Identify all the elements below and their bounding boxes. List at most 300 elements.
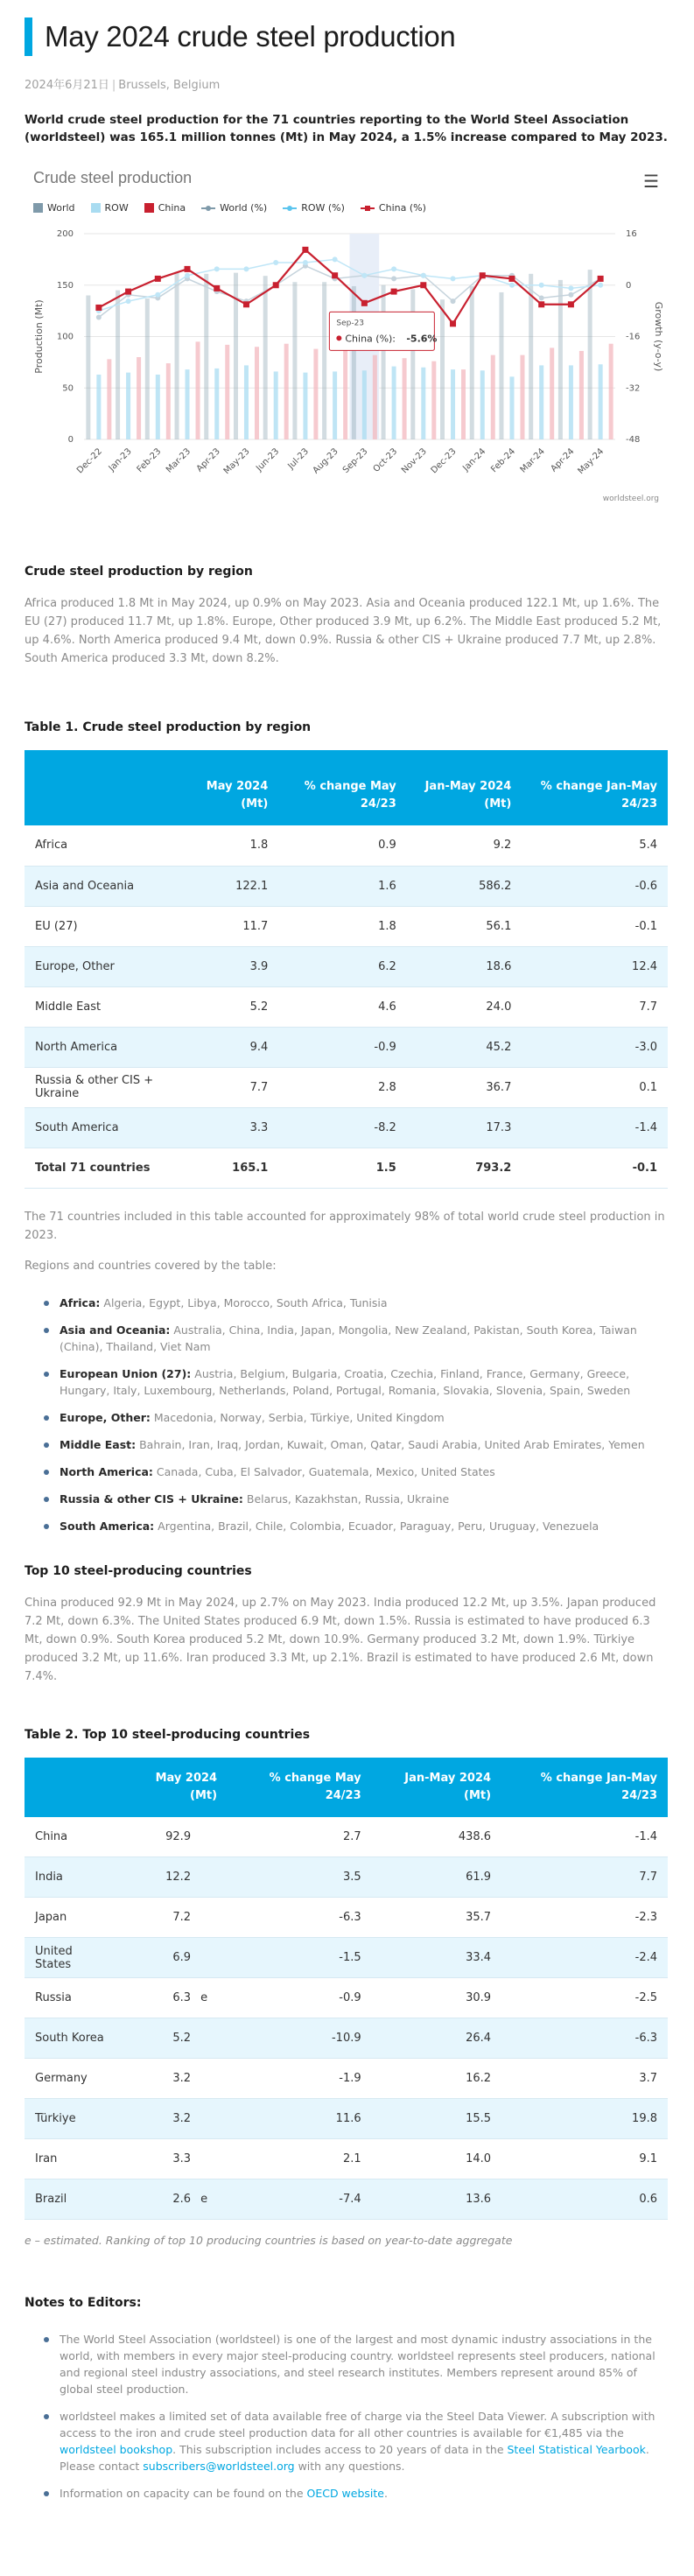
value-cell: 36.7 xyxy=(407,1067,522,1107)
value-cell: -0.9 xyxy=(278,1027,407,1067)
region-countries: Australia, China, India, Japan, Mongolia, New Zealand, Pakistan, South Korea, Taiwan (China), Thailand, Viet Nam xyxy=(60,1323,637,1353)
value-cell xyxy=(120,1938,228,1978)
legend-item[interactable] xyxy=(91,202,129,214)
bar-china[interactable] xyxy=(255,347,259,439)
region-label: North America: xyxy=(60,1464,153,1478)
china-pct-point[interactable] xyxy=(538,301,544,307)
bar-row[interactable] xyxy=(599,364,603,439)
top10-section-heading: Top 10 steel-producing countries xyxy=(25,1563,252,1578)
bar-china[interactable] xyxy=(609,344,613,439)
value-cell: -2.5 xyxy=(501,1978,668,2018)
china-pct-point[interactable] xyxy=(273,282,279,288)
note-item xyxy=(25,2408,669,2474)
bar-china[interactable] xyxy=(461,369,466,439)
growth-point[interactable] xyxy=(96,314,102,319)
value-cell: 2.8 xyxy=(278,1067,407,1107)
value-text: 3.2 xyxy=(172,2072,192,2085)
subscribers-email-link[interactable]: subscribers@worldsteel.org xyxy=(143,2460,295,2473)
bar-row[interactable] xyxy=(333,371,337,439)
legend-label: China (%) xyxy=(378,202,426,214)
growth-point[interactable] xyxy=(509,283,515,288)
value-cell: 56.1 xyxy=(407,906,522,946)
x-tick-label: Sep-23 xyxy=(340,446,370,476)
bar-row[interactable] xyxy=(392,367,396,439)
bar-china[interactable] xyxy=(491,355,495,439)
table1-heading: Table 1. Crude steel production by region xyxy=(25,720,312,734)
bar-world[interactable] xyxy=(588,270,592,439)
bar-china[interactable] xyxy=(166,363,171,439)
region-production-table xyxy=(25,750,668,1189)
growth-point[interactable] xyxy=(421,273,426,278)
bar-world[interactable] xyxy=(470,286,474,439)
bar-world[interactable] xyxy=(86,296,90,440)
value-cell: 45.2 xyxy=(407,1027,522,1067)
note-text: with any questions. xyxy=(294,2460,405,2473)
value-cell: 7.7 xyxy=(181,1067,278,1107)
value-cell: 2.1 xyxy=(228,2139,372,2179)
value-cell: 793.2 xyxy=(407,1148,522,1188)
value-cell: 165.1 xyxy=(181,1148,278,1188)
bar-row[interactable] xyxy=(480,370,485,439)
coverage-item xyxy=(25,1322,669,1355)
value-cell: 17.3 xyxy=(407,1107,522,1148)
y-right-tick-label: 0 xyxy=(626,280,632,291)
bookshop-link[interactable]: worldsteel bookshop xyxy=(60,2443,173,2456)
yearbook-link[interactable]: Steel Statistical Yearbook xyxy=(507,2443,646,2456)
growth-point[interactable] xyxy=(568,285,573,291)
country-name-cell: Türkiye xyxy=(25,2099,120,2139)
growth-point[interactable] xyxy=(361,273,367,278)
value-cell: -2.3 xyxy=(501,1898,668,1938)
country-name-cell: South Korea xyxy=(25,2018,120,2059)
value-cell: 0.9 xyxy=(278,825,407,866)
bar-world[interactable] xyxy=(382,285,386,439)
notes-section xyxy=(25,2296,669,2502)
chart-tooltip xyxy=(329,312,437,350)
crude-steel-chart xyxy=(25,164,668,514)
china-pct-point[interactable] xyxy=(302,247,308,253)
bar-world[interactable] xyxy=(322,282,326,439)
bar-world[interactable] xyxy=(175,271,179,439)
bar-china[interactable] xyxy=(313,349,318,439)
china-pct-point[interactable] xyxy=(332,272,338,278)
country-name-cell: United States xyxy=(25,1938,120,1978)
note-text: . xyxy=(383,2487,388,2500)
growth-point[interactable] xyxy=(451,276,456,281)
region-name-cell: South America xyxy=(25,1107,181,1148)
growth-point[interactable] xyxy=(391,266,396,271)
china-pct-point[interactable] xyxy=(243,301,249,307)
region-section-heading: Crude steel production by region xyxy=(25,565,253,579)
value-cell: 586.2 xyxy=(407,866,522,906)
growth-point[interactable] xyxy=(243,266,249,271)
region-label: South America: xyxy=(60,1519,155,1533)
growth-point[interactable] xyxy=(333,256,338,262)
value-cell: 3.9 xyxy=(181,946,278,986)
y-left-tick-label: 200 xyxy=(56,229,74,239)
bar-row[interactable] xyxy=(96,375,101,439)
region-label: Middle East: xyxy=(60,1437,137,1451)
value-cell: 5.2 xyxy=(181,986,278,1027)
x-tick-label: Mar-24 xyxy=(518,446,547,475)
coverage-item xyxy=(25,1409,669,1426)
region-name-cell: North America xyxy=(25,1027,181,1067)
coverage-item xyxy=(25,1436,669,1453)
value-cell: 4.6 xyxy=(278,986,407,1027)
bar-row[interactable] xyxy=(509,376,514,439)
growth-point[interactable] xyxy=(126,298,131,304)
bar-china[interactable] xyxy=(520,355,524,439)
column-header: % change Jan-May 24/23 xyxy=(501,1758,668,1817)
y-left-axis-title: Production (Mt) xyxy=(33,299,45,374)
value-cell xyxy=(120,2018,228,2059)
chart-legend xyxy=(33,202,442,214)
bar-world[interactable] xyxy=(499,292,503,439)
bar-row[interactable] xyxy=(421,368,425,439)
value-cell xyxy=(120,1978,228,2018)
x-tick-label: Jun-23 xyxy=(254,446,282,474)
value-cell xyxy=(120,1817,228,1857)
note-text: worldsteel makes a limited set of data available free of charge via the Steel Data Viewer. A subscription with access to the iron and crude steel production data for all other countries is available for €1,485 via the xyxy=(60,2410,655,2439)
top10-countries-table xyxy=(25,1758,668,2221)
legend-item[interactable] xyxy=(33,202,75,214)
value-cell: 0.1 xyxy=(522,1067,668,1107)
tooltip-box xyxy=(329,312,434,350)
coverage-item xyxy=(25,1365,669,1399)
china-pct-point[interactable] xyxy=(568,301,574,307)
column-header: % change May 24/23 xyxy=(228,1758,372,1817)
table-row xyxy=(25,1857,668,1898)
value-cell: 19.8 xyxy=(501,2099,668,2139)
value-cell xyxy=(120,1857,228,1898)
legend-line-marker xyxy=(361,204,375,213)
value-text: 2.6 xyxy=(172,2193,192,2206)
value-cell: 2.7 xyxy=(228,1817,372,1857)
region-countries: Belarus, Kazakhstan, Russia, Ukraine xyxy=(246,1492,450,1506)
table-row xyxy=(25,906,668,946)
value-cell: -0.6 xyxy=(522,866,668,906)
coverage-item xyxy=(25,1463,669,1480)
value-cell: 3.5 xyxy=(228,1857,372,1898)
country-name-cell: China xyxy=(25,1817,120,1857)
value-cell: 1.5 xyxy=(278,1148,407,1188)
dateline-separator: | xyxy=(111,79,116,92)
growth-point[interactable] xyxy=(568,292,573,298)
growth-point[interactable] xyxy=(598,283,603,288)
value-cell: 7.7 xyxy=(522,986,668,1027)
bar-row[interactable] xyxy=(156,375,160,439)
bar-china[interactable] xyxy=(137,357,141,439)
legend-label: ROW xyxy=(104,202,129,214)
china-pct-point[interactable] xyxy=(155,276,161,282)
column-header: % change Jan-May 24/23 xyxy=(522,750,668,825)
lead-paragraph: World crude steel production for the 71 countries reporting to the World Steel Association (worldsteel) was 165.1 million tonnes (Mt) in May 2024, a 1.5% increase compared to May 2023. xyxy=(25,113,668,144)
coverage-item xyxy=(25,1491,669,1507)
bar-row[interactable] xyxy=(539,365,543,439)
bar-row[interactable] xyxy=(303,373,307,439)
publish-date: 2024年6月21日 xyxy=(25,79,109,92)
region-label: European Union (27): xyxy=(60,1366,192,1380)
column-header: Jan-May 2024 (Mt) xyxy=(407,750,522,825)
bar-world[interactable] xyxy=(440,299,445,439)
value-cell: 1.8 xyxy=(278,906,407,946)
coverage-list xyxy=(25,1295,669,1534)
x-tick-label: Oct-23 xyxy=(371,446,400,474)
value-text: 3.3 xyxy=(172,2152,192,2165)
table-row xyxy=(25,2059,668,2099)
region-countries: Canada, Cuba, El Salvador, Guatemala, Mexico, United States xyxy=(156,1464,495,1478)
legend-label: China xyxy=(158,202,186,214)
note-item xyxy=(25,2485,669,2502)
column-header: Jan-May 2024 (Mt) xyxy=(372,1758,501,1817)
x-tick-label: Dec-23 xyxy=(429,446,459,476)
chart-title: Crude steel production xyxy=(33,169,193,186)
bar-row[interactable] xyxy=(186,369,190,439)
bar-world[interactable] xyxy=(204,274,208,439)
value-cell: 122.1 xyxy=(181,866,278,906)
estimate-flag: e xyxy=(200,2193,208,2206)
country-name-cell: India xyxy=(25,1857,120,1898)
chart-svg xyxy=(25,164,668,514)
value-cell: 5.4 xyxy=(522,825,668,866)
china-pct-point[interactable] xyxy=(214,285,220,291)
growth-point[interactable] xyxy=(185,273,190,278)
note-text: . Please contact xyxy=(60,2443,649,2473)
x-tick-label: Dec-22 xyxy=(74,446,104,476)
region-label: Asia and Oceania: xyxy=(60,1323,171,1337)
x-tick-label: Apr-23 xyxy=(194,446,222,474)
legend-label: ROW (%) xyxy=(301,202,345,214)
region-countries: Argentina, Brazil, Chile, Colombia, Ecuador, Paraguay, Peru, Uruguay, Venezuela xyxy=(158,1519,599,1533)
bar-china[interactable] xyxy=(225,345,229,439)
value-cell: -0.1 xyxy=(522,906,668,946)
value-cell: 3.7 xyxy=(501,2059,668,2099)
note-text: . This subscription includes access to 20 years of data in the xyxy=(172,2443,508,2456)
x-tick-label: Aug-23 xyxy=(311,446,340,476)
value-text: 7.2 xyxy=(172,1911,192,1924)
bar-world[interactable] xyxy=(263,276,268,439)
bar-world[interactable] xyxy=(116,291,120,439)
china-pct-point[interactable] xyxy=(361,300,368,306)
column-header xyxy=(25,750,181,825)
value-text: 3.2 xyxy=(172,2112,192,2125)
value-cell xyxy=(120,2059,228,2099)
region-countries: Algeria, Egypt, Libya, Morocco, South Africa, Tunisia xyxy=(103,1295,388,1309)
x-tick-label: May-24 xyxy=(576,446,606,477)
value-cell: 24.0 xyxy=(407,986,522,1027)
x-tick-label: Jul-23 xyxy=(286,446,312,472)
value-cell: 11.7 xyxy=(181,906,278,946)
china-pct-point[interactable] xyxy=(598,276,604,282)
bar-china[interactable] xyxy=(579,351,584,439)
bar-row[interactable] xyxy=(126,373,130,439)
value-cell: 18.6 xyxy=(407,946,522,986)
x-tick-label: Apr-24 xyxy=(549,446,577,474)
region-name-cell: Middle East xyxy=(25,986,181,1027)
x-tick-label: May-23 xyxy=(221,446,252,477)
country-name-cell: Iran xyxy=(25,2139,120,2179)
region-label: Europe, Other: xyxy=(60,1410,151,1424)
value-cell: 30.9 xyxy=(372,1978,501,2018)
china-pct-point[interactable] xyxy=(391,289,397,295)
bar-row[interactable] xyxy=(244,365,249,439)
value-cell: 33.4 xyxy=(372,1938,501,1978)
bar-row[interactable] xyxy=(214,369,219,439)
x-tick-label: Feb-24 xyxy=(489,446,518,475)
value-cell: -10.9 xyxy=(228,2018,372,2059)
y-right-tick-label: -16 xyxy=(626,332,641,342)
value-text: 5.2 xyxy=(172,2032,192,2045)
value-cell: 11.6 xyxy=(228,2099,372,2139)
legend-line-marker xyxy=(283,204,297,213)
growth-point[interactable] xyxy=(539,295,544,300)
region-name-cell: Russia & other CIS + Ukraine xyxy=(25,1067,181,1107)
value-cell xyxy=(120,2179,228,2220)
region-section-text: Africa produced 1.8 Mt in May 2024, up 0.9% on May 2023. Asia and Oceania produced 122.1 Mt, up 1.6%. The EU (27) produced 11.7 Mt, up 1.8%. Europe, Other produced 3.9 Mt, up 6.2%. The Middle East produced 5.2 Mt, up 4.6%. North America produced 9.4 Mt, down 0.9%. Russia & other CIS + Ukraine produced 7.7 Mt, up 2.8%. South America produced 3.3 Mt, down 8.2%. xyxy=(25,597,662,665)
value-text: 6.3 xyxy=(172,1991,192,2004)
region-name-cell: Africa xyxy=(25,825,181,866)
note-item xyxy=(25,2331,669,2397)
value-cell: -1.5 xyxy=(228,1938,372,1978)
growth-point[interactable] xyxy=(451,298,456,304)
value-cell: 13.6 xyxy=(372,2179,501,2220)
value-cell: 16.2 xyxy=(372,2059,501,2099)
legend-line-marker xyxy=(201,204,215,213)
table2-footnote: e – estimated. Ranking of top 10 producing countries is based on year-to-date aggregate xyxy=(25,2234,513,2247)
table-row xyxy=(25,1978,668,2018)
table-row xyxy=(25,2179,668,2220)
title-row xyxy=(25,18,669,56)
legend-label: World (%) xyxy=(220,202,268,214)
legend-item[interactable] xyxy=(283,202,345,214)
value-cell: 1.8 xyxy=(181,825,278,866)
bar-row[interactable] xyxy=(451,369,455,439)
region-label: Africa: xyxy=(60,1295,101,1309)
coverage-intro: Regions and countries covered by the table: xyxy=(25,1259,277,1273)
growth-point[interactable] xyxy=(155,292,160,298)
bar-china[interactable] xyxy=(550,347,554,439)
table-row xyxy=(25,986,668,1027)
value-cell: -1.4 xyxy=(522,1107,668,1148)
coverage-section xyxy=(25,1208,669,1534)
value-cell: 14.0 xyxy=(372,2139,501,2179)
y-left-tick-label: 100 xyxy=(56,332,74,342)
bar-china[interactable] xyxy=(403,358,407,439)
table-row xyxy=(25,2139,668,2179)
bar-row[interactable] xyxy=(274,371,278,439)
bar-china[interactable] xyxy=(343,350,347,439)
legend-label: World xyxy=(47,202,75,214)
growth-point[interactable] xyxy=(539,283,544,288)
estimate-flag: e xyxy=(200,1991,208,2004)
bar-china[interactable] xyxy=(196,341,200,439)
bar-world[interactable] xyxy=(145,298,150,439)
value-cell: 9.2 xyxy=(407,825,522,866)
value-cell: 438.6 xyxy=(372,1817,501,1857)
table-row xyxy=(25,2099,668,2139)
china-pct-point[interactable] xyxy=(480,272,486,278)
y-left-tick-label: 150 xyxy=(56,280,74,291)
tooltip-series: China (%): xyxy=(345,333,396,345)
growth-point[interactable] xyxy=(391,276,396,281)
note-text: Information on capacity can be found on the xyxy=(60,2487,307,2500)
china-pct-point[interactable] xyxy=(420,282,426,288)
bar-china[interactable] xyxy=(431,361,436,439)
table-row xyxy=(25,1817,668,1857)
value-cell: -3.0 xyxy=(522,1027,668,1067)
region-countries: Macedonia, Norway, Serbia, Türkiye, United Kingdom xyxy=(153,1410,445,1424)
legend-item[interactable] xyxy=(361,202,426,214)
china-pct-point[interactable] xyxy=(95,305,102,311)
bar-china[interactable] xyxy=(284,344,289,439)
china-pct-point[interactable] xyxy=(508,276,515,282)
table-header-row xyxy=(25,1758,668,1817)
value-cell: 35.7 xyxy=(372,1898,501,1938)
legend-item[interactable] xyxy=(144,202,186,214)
tooltip-dot xyxy=(336,335,341,340)
china-pct-point[interactable] xyxy=(450,320,456,326)
value-cell: -6.3 xyxy=(228,1898,372,1938)
x-tick-label: Mar-23 xyxy=(164,446,193,475)
legend-swatch xyxy=(144,203,154,213)
value-cell: -1.9 xyxy=(228,2059,372,2099)
legend-item[interactable] xyxy=(201,202,267,214)
bar-world[interactable] xyxy=(529,274,533,439)
bar-china[interactable] xyxy=(107,359,111,439)
country-name-cell: Russia xyxy=(25,1978,120,2018)
page-title: May 2024 crude steel production xyxy=(45,20,456,53)
table-row xyxy=(25,1938,668,1978)
value-cell xyxy=(120,2099,228,2139)
bar-row[interactable] xyxy=(362,370,367,439)
legend-swatch xyxy=(33,203,43,213)
value-text: 92.9 xyxy=(165,1829,192,1843)
country-name-cell: Brazil xyxy=(25,2179,120,2220)
bar-row[interactable] xyxy=(569,365,573,439)
china-pct-point[interactable] xyxy=(185,266,191,272)
bar-world[interactable] xyxy=(292,282,297,439)
value-cell: 61.9 xyxy=(372,1857,501,1898)
hamburger-icon[interactable]: ☰ xyxy=(643,171,659,192)
oecd-link[interactable]: OECD website xyxy=(306,2487,384,2500)
table-row xyxy=(25,1898,668,1938)
table-header-row xyxy=(25,750,668,825)
table-row xyxy=(25,2018,668,2059)
publish-location: Brussels, Belgium xyxy=(118,79,221,92)
tooltip-value: -5.6% xyxy=(406,333,438,345)
column-header: % change May 24/23 xyxy=(278,750,407,825)
bar-china[interactable] xyxy=(373,355,377,439)
y-left-tick-label: 0 xyxy=(67,435,74,445)
growth-point[interactable] xyxy=(214,266,220,271)
china-pct-point[interactable] xyxy=(125,289,131,295)
value-cell: -7.4 xyxy=(228,2179,372,2220)
x-tick-label: Jan-24 xyxy=(461,446,488,474)
country-name-cell: Japan xyxy=(25,1898,120,1938)
notes-list xyxy=(25,2331,669,2502)
y-right-axis-title: Growth (y-o-y) xyxy=(653,301,664,372)
growth-point[interactable] xyxy=(273,260,278,265)
growth-point[interactable] xyxy=(303,260,308,265)
region-countries: Austria, Belgium, Bulgaria, Croatia, Czechia, Finland, France, Germany, Greece, Hungary, Italy, Luxembourg, Netherlands, Poland, Portugal, Romania, Slovakia, Slovenia, Spain, Sweden xyxy=(60,1366,631,1397)
region-name-cell: Europe, Other xyxy=(25,946,181,986)
x-tick-label: Jan-23 xyxy=(107,446,134,474)
coverage-item xyxy=(25,1295,669,1311)
table-row xyxy=(25,1027,668,1067)
bar-world[interactable] xyxy=(352,286,356,439)
y-right-tick-label: -48 xyxy=(626,435,641,445)
chart-credit: worldsteel.org xyxy=(602,495,659,503)
